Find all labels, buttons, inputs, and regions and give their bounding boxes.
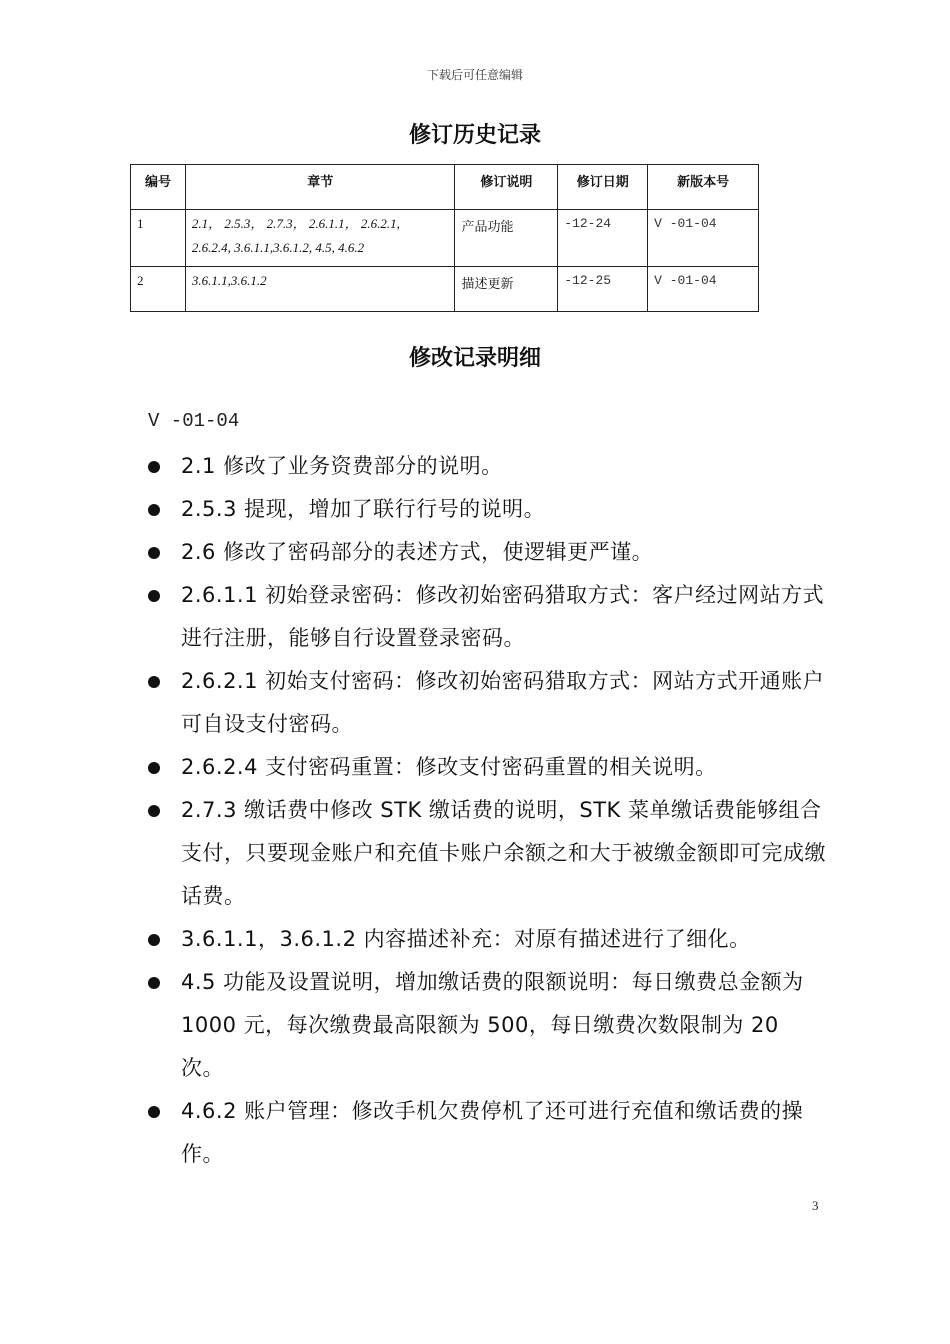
revision-history-table [130,164,759,312]
list-item: 4.5 功能及设置说明，增加缴话费的限额说明：每日缴费总金额为 1000 元，每次缴费最高限额为 500，每日缴费次数限制为 20 次。 [148,961,828,1090]
row-chapter [185,210,455,267]
table-row [131,210,759,267]
row-chapter [185,267,455,312]
table-row [131,267,759,312]
bullet-icon [148,762,160,774]
bullet-icon [148,934,160,946]
bullet-icon [148,1106,160,1118]
list-item: 2.1 修改了业务资费部分的说明。 [148,445,828,488]
bullet-icon [148,676,160,688]
page-number: 3 [812,1198,819,1213]
column-header-version: 新版本号 [648,165,759,210]
list-item: 2.6 修改了密码部分的表述方式，使逻辑更严谨。 [148,531,828,574]
change-list [148,445,828,1176]
column-header-no: 编号 [131,165,186,210]
chapter-line: 2.1， 2.5.3， 2.7.3， 2.6.1.1， 2.6.2.1, [191,216,400,231]
chapter-line: 2.6.2.4, 3.6.1.1,3.6.1.2, 4.5, 4.6.2 [191,240,365,255]
list-item: 2.6.1.1 初始登录密码：修改初始密码猎取方式：客户经过网站方式进行注册，能够自行设置登录密码。 [148,574,828,660]
column-header-note: 修订说明 [455,165,558,210]
row-note: 描述更新 [455,267,558,312]
bullet-icon [148,590,160,602]
row-version: V -01-04 [648,267,759,312]
row-date: -12-25 [558,267,648,312]
row-note: 产品功能 [455,210,558,267]
list-item: 2.5.3 提现，增加了联行行号的说明。 [148,488,828,531]
list-item: 2.7.3 缴话费中修改 STK 缴话费的说明，STK 菜单缴话费能够组合支付，只要现金账户和充值卡账户余额之和大于被缴金额即可完成缴话费。 [148,789,828,918]
bullet-icon [148,461,160,473]
page-header-note: 下载后可任意编辑 [426,68,523,82]
row-version: V -01-04 [648,210,759,267]
change-version-label: V -01-04 [148,410,240,432]
bullet-icon [148,805,160,817]
list-item: 3.6.1.1，3.6.1.2 内容描述补充：对原有描述进行了细化。 [148,918,828,961]
row-no: 2 [131,267,186,312]
bullet-icon [148,504,160,516]
row-date: -12-24 [558,210,648,267]
bullet-icon [148,547,160,559]
revision-history-title: 修订历史记录 [408,123,541,148]
column-header-date: 修订日期 [558,165,648,210]
column-header-chapter: 章节 [185,165,455,210]
chapter-line: 3.6.1.1,3.6.1.2 [191,273,267,288]
list-item: 2.6.2.1 初始支付密码：修改初始密码猎取方式：网站方式开通账户可自设支付密码。 [148,660,828,746]
list-item: 4.6.2 账户管理：修改手机欠费停机了还可进行充值和缴话费的操作。 [148,1090,828,1176]
list-item: 2.6.2.4 支付密码重置：修改支付密码重置的相关说明。 [148,746,828,789]
table-header-row [131,165,759,210]
bullet-icon [148,977,160,989]
change-details-title: 修改记录明细 [408,346,541,371]
row-no: 1 [131,210,186,267]
